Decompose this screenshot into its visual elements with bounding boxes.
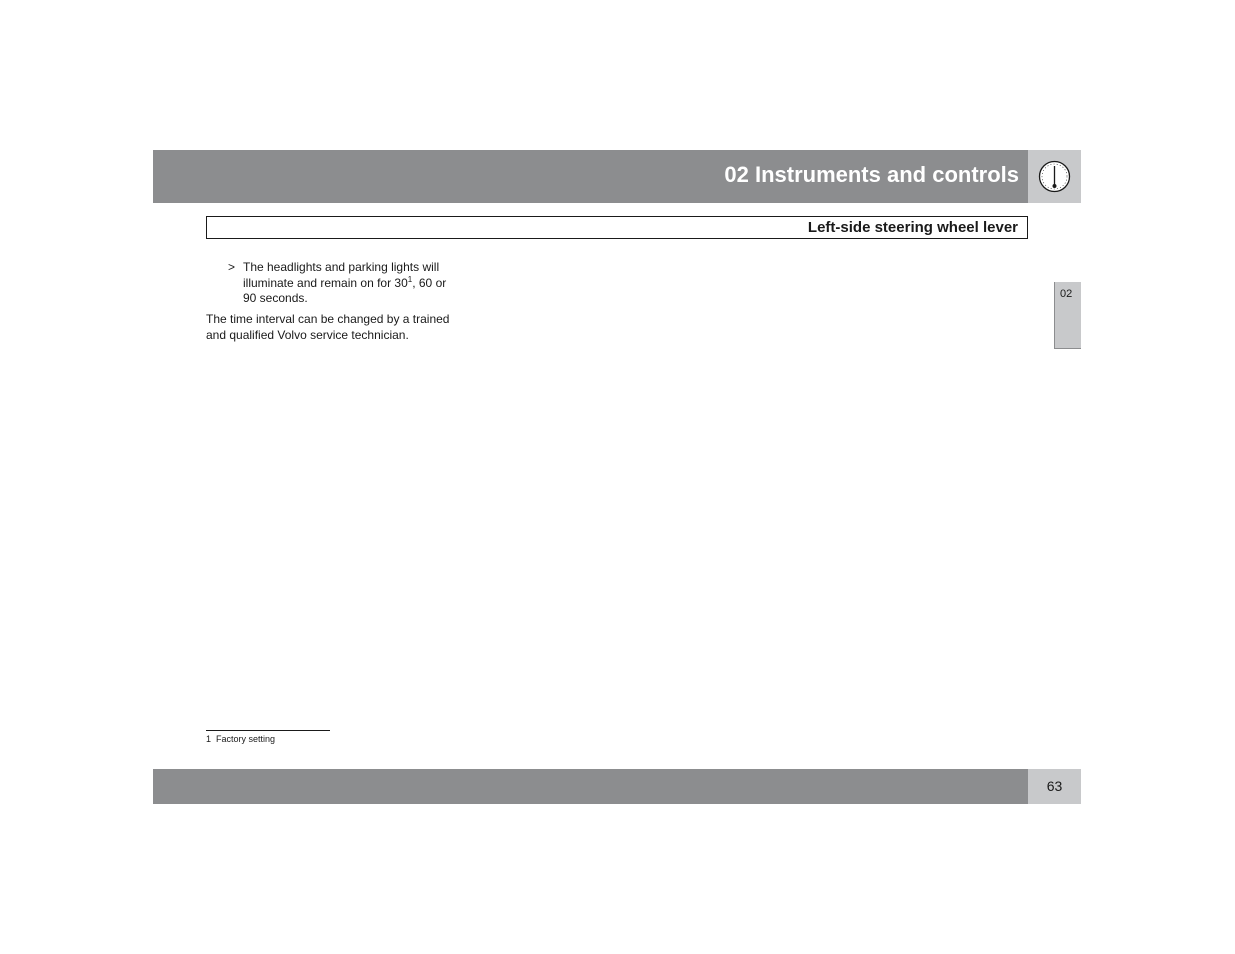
- chapter-title: 02 Instruments and controls: [724, 162, 1019, 187]
- body-paragraph: [206, 312, 476, 343]
- chapter-icon-box: [1028, 150, 1081, 203]
- gauge-icon: [1038, 160, 1071, 193]
- footer-bar: [153, 769, 1028, 804]
- footnote-text: Factory setting: [216, 734, 276, 744]
- footnote-reference: 1: [407, 274, 413, 284]
- footnote-divider: [206, 730, 330, 731]
- footnote: [206, 734, 275, 744]
- bullet-line-part: illuminate and remain on for 30: [243, 275, 408, 290]
- bullet-text: [243, 260, 468, 307]
- chapter-header-bar: [153, 150, 1028, 203]
- paragraph-line: The time interval can be changed by a trained: [206, 312, 450, 326]
- bullet-marker: >: [228, 260, 236, 274]
- bullet-line: 90 seconds.: [243, 291, 308, 305]
- bullet-line-part: , 60 or: [412, 275, 447, 290]
- section-heading-box: [206, 216, 1028, 239]
- chapter-side-tab: [1054, 282, 1081, 349]
- page-number: 63: [1046, 778, 1063, 794]
- bullet-line: The headlights and parking lights will: [243, 260, 440, 274]
- page-number-box: [1028, 769, 1081, 804]
- footnote-number: 1: [206, 734, 212, 744]
- section-title: Left-side steering wheel lever: [807, 219, 1018, 236]
- bullet-line: [243, 276, 468, 292]
- paragraph-line: and qualified Volvo service technician.: [206, 327, 409, 342]
- side-tab-label: 02: [1060, 288, 1073, 300]
